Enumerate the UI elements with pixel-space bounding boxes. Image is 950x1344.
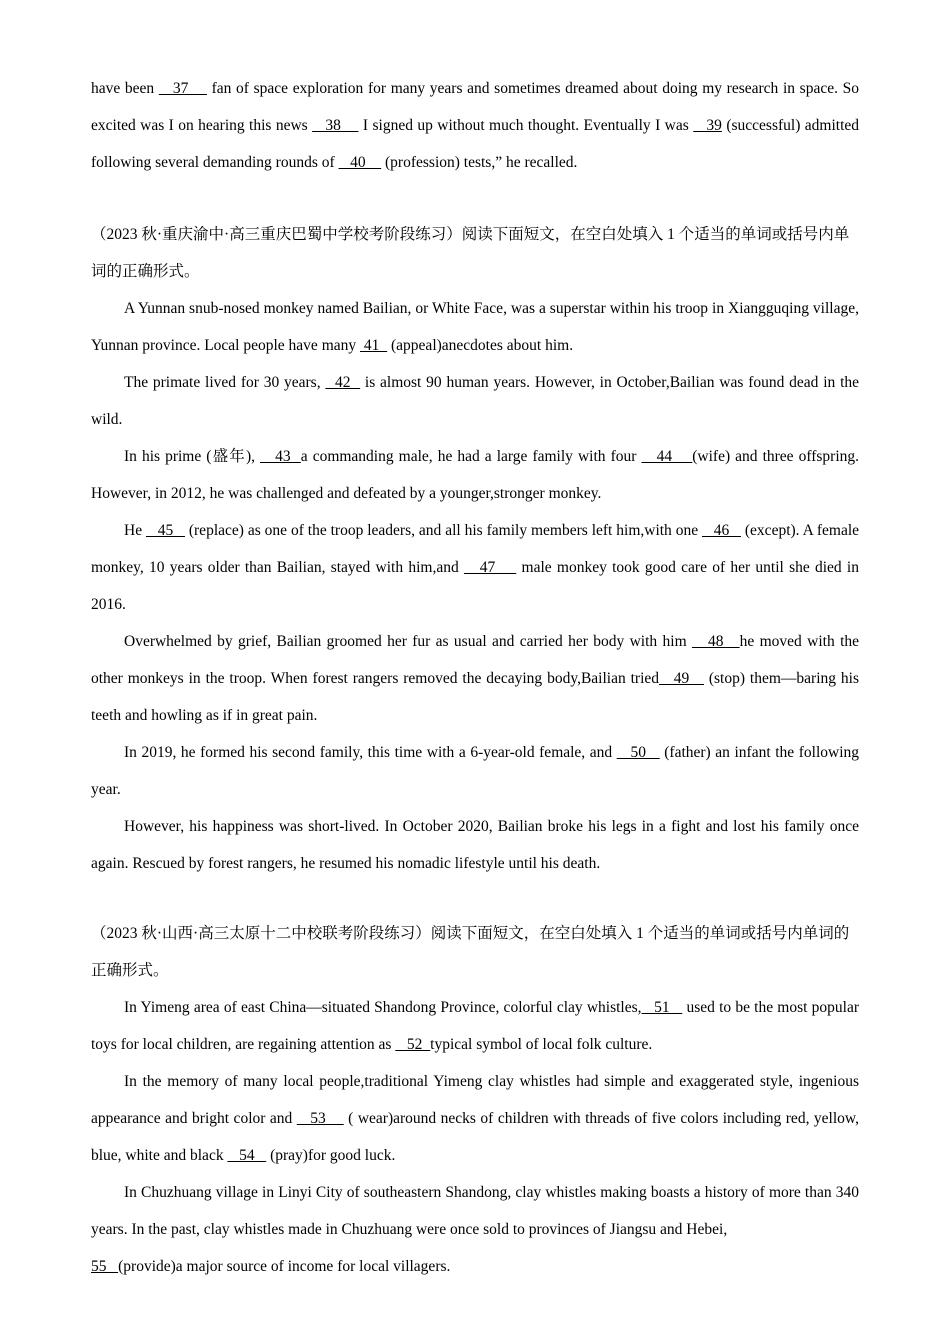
section-3-header: （2023 秋·山西·高三太原十二中校联考阶段练习）阅读下面短文，在空白处填入 1 个适当的单词或括号内单词的正确形式。 [91,925,850,979]
answer-blank[interactable]: 45 [145,522,185,539]
passage-paragraph [91,364,859,438]
answer-blank[interactable]: 53 [296,1110,344,1127]
passage-text: In the memory of many local people,traditional Yimeng clay whistles had simple and exaggerated style, ingenious appearance and bright color and [91,1073,859,1127]
passage-text: typical symbol of local folk culture. [430,1036,653,1053]
passage-text: (provide)a major source of income for local villagers. [118,1258,451,1275]
answer-blank[interactable]: 37 [158,80,207,97]
passage-paragraph [91,989,859,1063]
answer-blank[interactable]: 48 [691,633,740,650]
answer-blank[interactable]: 49 [659,670,704,687]
passage-text: have been [91,80,159,97]
passage-paragraph [91,623,859,734]
passage-text: he moved with the other monkeys in the troop. When forest rangers removed the decaying body,Bailian tried [91,633,859,687]
passage-text: In Chuzhuang village in Linyi City of southeastern Shandong, clay whistles making boasts a history of more than 340 years. In the past, clay whistles made in Chuzhuang were once sold to provinces of Jiangsu and Hebei, [91,1184,859,1238]
passage-text: He [124,522,146,539]
section-3-body [91,989,859,1285]
section-gap [91,181,859,216]
passage-text: ( wear)around necks of children with threads of five colors including red, yellow, blue, white and black [91,1110,859,1164]
answer-blank[interactable]: 46 [702,522,741,539]
passage-paragraph [91,1063,859,1174]
section-2-body [91,290,859,882]
passage-text: In his prime (盛年), [124,448,261,465]
passage-text: In 2019, he formed his second family, this time with a 6-year-old female, and [124,744,617,761]
section-gap [91,882,859,915]
passage-text: I signed up without much thought. Eventually I was [358,117,694,134]
answer-blank[interactable]: 50 [616,744,660,761]
passage-text: (replace) as one of the troop leaders, and all his family members left him,with one [184,522,703,539]
passage-paragraph [91,438,859,512]
answer-blank[interactable]: 54 [227,1147,267,1164]
passage-paragraph [91,290,859,364]
passage-text: (appeal)anecdotes about him. [387,337,574,354]
passage-text: is almost 90 human years. However, in October,Bailian was found dead in the wild. [91,374,860,428]
answer-blank[interactable]: 38 [312,117,359,134]
answer-blank[interactable]: 52 [395,1036,431,1053]
passage-text: (wife) and three offspring. However, in 2012, he was challenged and defeated by a younger,stronger monkey. [91,448,860,502]
passage-text: Overwhelmed by grief, Bailian groomed her fur as usual and carried her body with him [124,633,692,650]
passage-paragraph [91,1174,859,1248]
passage-text: In Yimeng area of east China—situated Shandong Province, colorful clay whistles, [124,999,642,1016]
passage-text: (except). A female monkey, 10 years older than Bailian, stayed with him,and [91,522,860,576]
passage-paragraph [91,512,859,623]
answer-blank[interactable]: 43 [260,448,301,465]
answer-blank[interactable]: 47 [463,559,517,576]
passage-text: a commanding male, he had a large family with four [300,448,642,465]
passage-text: (stop) them—baring his teeth and howling as if in great pain. [91,670,860,724]
section-2-header: （2023 秋·重庆渝中·高三重庆巴蜀中学校考阶段练习）阅读下面短文，在空白处填入 1 个适当的单词或括号内单词的正确形式。 [91,226,850,280]
answer-blank[interactable]: 41 [360,337,388,354]
passage-text: (father) an infant the following year. [91,744,860,798]
passage-paragraph [91,808,859,882]
document-page [91,70,859,1285]
answer-blank[interactable]: 44 [641,448,693,465]
passage-text: used to be the most popular toys for local children, are regaining attention as [91,999,859,1053]
answer-blank[interactable]: 40 [338,154,382,171]
passage-paragraph [91,1248,859,1285]
passage-text: (profession) tests,” he recalled. [381,154,578,171]
passage-text: (pray)for good luck. [266,1147,396,1164]
passage-text: (successful) admitted following several demanding rounds of [91,117,860,171]
passage-text: A Yunnan snub-nosed monkey named Bailian, or White Face, was a superstar within his troop in Xiangguqing village, Yunnan province. Local people have many [91,300,859,354]
answer-blank[interactable]: 55 [91,1258,119,1275]
answer-blank[interactable]: 51 [641,999,683,1016]
answer-blank[interactable]: 42 [325,374,361,391]
passage-text: However, his happiness was short-lived. In October 2020, Bailian broke his legs in a fight and lost his family once again. Rescued by forest rangers, he resumed his nomadic lifestyle until his death. [91,818,859,872]
passage-text: fan of space exploration for many years and sometimes dreamed about doing my research in space. So excited was I on hearing this news [91,80,859,134]
answer-blank[interactable]: 39 [693,117,722,134]
passage-text: male monkey took good care of her until she died in 2016. [91,559,859,613]
passage-paragraph [91,734,859,808]
passage-text: The primate lived for 30 years, [124,374,326,391]
passage-1-tail [91,70,859,181]
